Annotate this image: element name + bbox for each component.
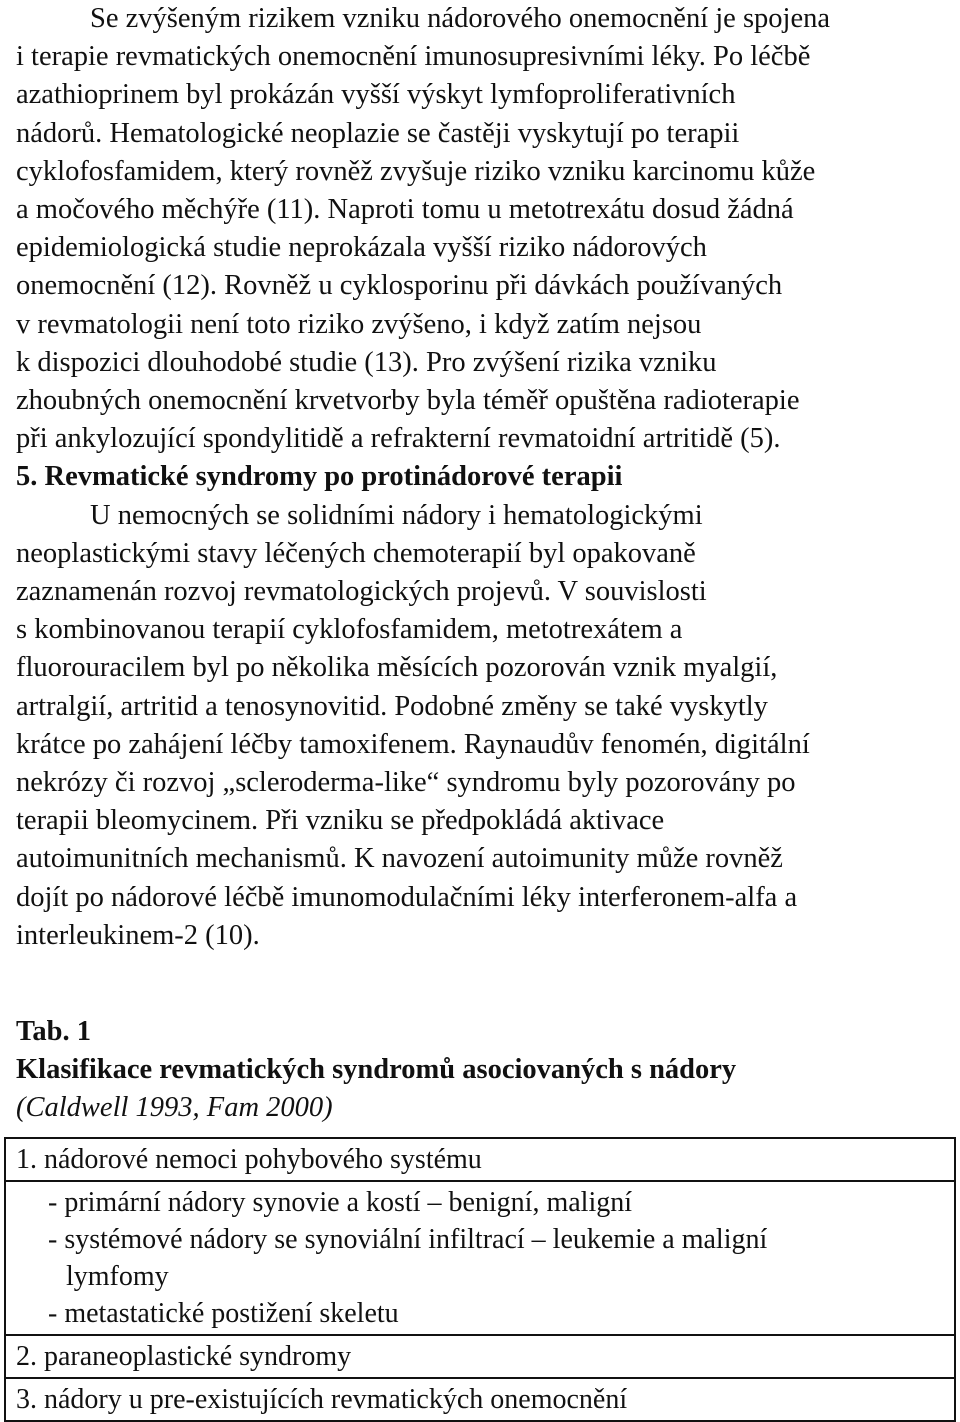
text-line: terapii bleomycinem. Při vzniku se předpokládá aktivace bbox=[16, 805, 665, 837]
text-line: zhoubných onemocnění krvetvorby byla téměř opuštěna radioterapie bbox=[16, 385, 800, 417]
table-source: (Caldwell 1993, Fam 2000) bbox=[16, 1092, 333, 1124]
text-line: při ankylozující spondylitidě a refrakterní revmatoidní artritidě (5). bbox=[16, 423, 781, 455]
list-item: - primární nádory synovie a kostí – benigní, maligní bbox=[48, 1187, 633, 1218]
text-line: U nemocných se solidními nádory i hematologickými bbox=[90, 499, 703, 531]
spacer bbox=[16, 955, 946, 993]
text-line: v revmatologii není toto riziko zvýšeno, i když zatím nejsou bbox=[16, 308, 702, 340]
table-row bbox=[5, 1138, 955, 1181]
text-line: epidemiologická studie neprokázala vyšší riziko nádorových bbox=[16, 232, 707, 264]
text-line: k dispozici dlouhodobé studie (13). Pro zvýšení rizika vzniku bbox=[16, 346, 717, 378]
classification-table bbox=[4, 1137, 956, 1422]
table-cell: 2. paraneoplastické syndromy bbox=[5, 1335, 955, 1378]
text-line: i terapie revmatických onemocnění imunosupresivními léky. Po léčbě bbox=[16, 41, 811, 73]
list-item: - systémové nádory se synoviální infiltrací – leukemie a maligní bbox=[48, 1224, 768, 1255]
text-line: nekrózy či rozvoj „scleroderma-like“ syndromu byly pozorovány po bbox=[16, 767, 796, 799]
text-line: cyklofosfamidem, který rovněž zvyšuje riziko vzniku karcinomu kůže bbox=[16, 155, 816, 187]
text-line: Se zvýšeným rizikem vzniku nádorového onemocnění je spojena bbox=[90, 3, 830, 34]
table-row bbox=[5, 1378, 955, 1421]
text-line: krátce po zahájení léčby tamoxifenem. Raynaudův fenomén, digitální bbox=[16, 728, 810, 760]
text-line: artralgií, artritid a tenosynovitid. Podobné změny se také vyskytly bbox=[16, 690, 768, 722]
table-title: Klasifikace revmatických syndromů asociovaných s nádory bbox=[16, 1054, 737, 1086]
table-row bbox=[5, 1181, 955, 1335]
table-cell: 3. nádory u pre-existujících revmatických onemocnění bbox=[5, 1378, 955, 1421]
document-page bbox=[16, 0, 946, 1127]
table-label: Tab. 1 bbox=[16, 1016, 91, 1048]
text-line: s kombinovanou terapií cyklofosfamidem, metotrexátem a bbox=[16, 614, 683, 646]
text-line: interleukinem-2 (10). bbox=[16, 919, 260, 951]
text-line: zaznamenán rozvoj revmatologických projevů. V souvislosti bbox=[16, 576, 707, 608]
table-cell: 1. nádorové nemoci pohybového systému bbox=[5, 1138, 955, 1181]
section-heading: 5. Revmatické syndromy po protinádorové terapii bbox=[16, 461, 623, 493]
table-cell bbox=[5, 1181, 955, 1335]
text-line: onemocnění (12). Rovněž u cyklosporinu při dávkách používaných bbox=[16, 270, 783, 302]
text-line: fluorouracilem byl po několika měsících pozorován vznik myalgií, bbox=[16, 652, 778, 684]
text-line: autoimunitních mechanismů. K navození autoimunity může rovněž bbox=[16, 843, 783, 875]
text-line: neoplastickými stavy léčených chemoterapií byl opakovaně bbox=[16, 537, 696, 569]
text-line: azathioprinem byl prokázán vyšší výskyt lymfoproliferativních bbox=[16, 79, 736, 111]
text-line: a močového měchýře (11). Naproti tomu u metotrexátu dosud žádná bbox=[16, 194, 794, 226]
text-line: dojít po nádorové léčbě imunomodulačními léky interferonem-alfa a bbox=[16, 881, 798, 913]
list-item-continuation: lymfomy bbox=[66, 1261, 169, 1292]
paragraph-post-therapy-syndromes bbox=[16, 497, 946, 955]
paragraph-immunosuppressive-risk bbox=[16, 0, 946, 458]
list-item: - metastatické postižení skeletu bbox=[48, 1298, 399, 1329]
table-row bbox=[5, 1335, 955, 1378]
text-line: nádorů. Hematologické neoplazie se častěji vyskytují po terapii bbox=[16, 117, 740, 149]
